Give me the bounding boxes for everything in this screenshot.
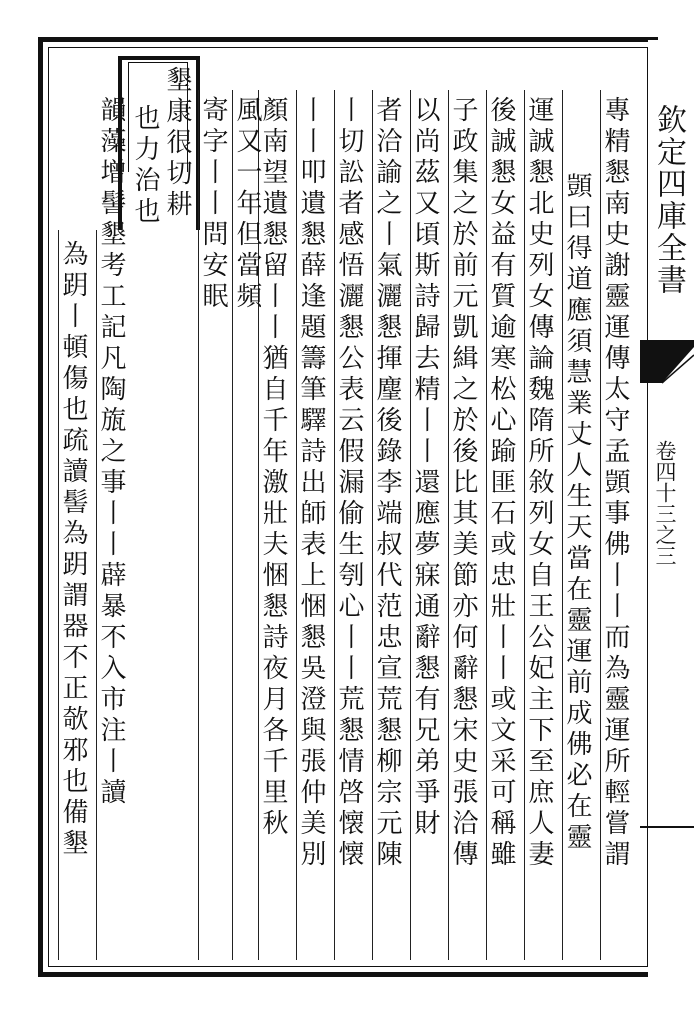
volume-label: 卷四十三之三 — [653, 440, 677, 566]
column-text-6: 以尚茲又頃斯詩歸去精丨丨還應夢寐通辭懇有兄弟爭財 — [410, 96, 440, 840]
column-text-14: 也力治也 — [130, 104, 160, 228]
column-text-5: 子政集之於前元凱緝之於後比其美節亦何辭懇宋史張洽傳 — [448, 96, 478, 871]
column-text-4: 後誠懇女益有質逾寒松心踰匪石或忠壯丨丨或文采可稱雖 — [486, 96, 516, 871]
column-text-10: 顏南望遺懇留丨丨猶自千年激壯夫悃懇詩夜月各千里秋 — [258, 96, 288, 840]
column-text-8: 丨切訟者感悟灑懇公表云假漏偷生刳心丨丨荒懇情啓懐懐 — [334, 96, 364, 871]
column-text-15: 韻藻增髻墾考工記凡陶旊之事丨丨薜暴不入市注丨讀 — [96, 96, 126, 809]
column-text-1: 專精懇南史謝靈運傳太守孟顗事佛丨丨而為靈運所輕嘗謂 — [600, 96, 630, 871]
margin-lower-rule — [640, 826, 694, 828]
column-text-7: 者洽諭之丨氣灑懇揮麈後錄李端叔代范忠宣荒懇柳宗元陳 — [372, 96, 402, 871]
column-text-11: 風又一年但當頻 — [232, 96, 262, 313]
fish-tail-mark — [640, 345, 694, 385]
column-text-12: 寄字丨丨問安眠 — [198, 96, 228, 313]
column-text-16: 為跀丨頓傷也疏讀髻為跀謂器不正欹邪也備墾 — [58, 240, 88, 860]
column-text-9: 丨丨叩遺懇薛逢題籌筆驛詩出師表上悃懇吳澄與張仲美別 — [296, 96, 326, 871]
column-text-2: 顗曰得道應須慧業丈人生天當在靈運前成佛必在靈 — [562, 172, 592, 854]
column-text-3: 運誠懇北史列女傳論魏隋所敘列女自王公妃主下至庶人妻 — [524, 96, 554, 871]
book-title: 欽定四庫全書 — [651, 104, 686, 296]
column-text-13: 墾康很切耕 — [162, 66, 192, 221]
